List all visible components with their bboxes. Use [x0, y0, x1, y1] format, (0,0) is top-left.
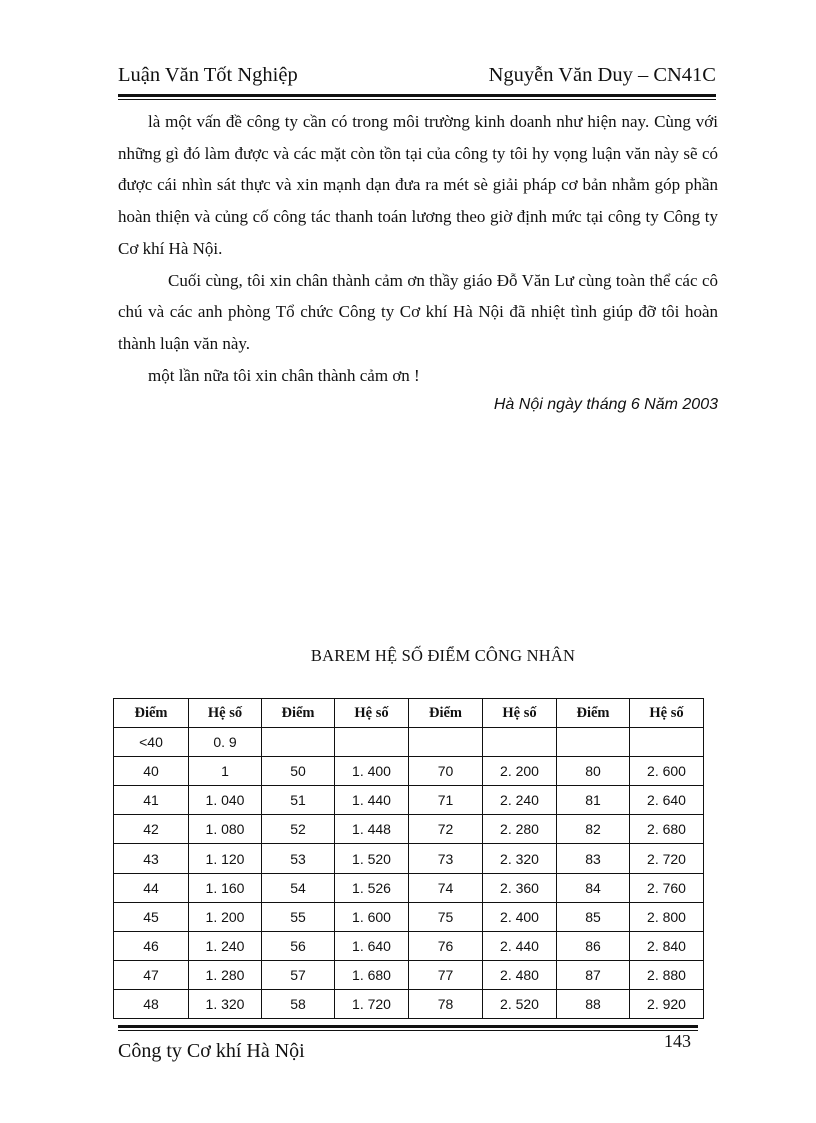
table-cell: 1. 240 — [189, 931, 262, 960]
table-cell: 1. 320 — [189, 989, 262, 1018]
table-cell: 2. 840 — [630, 931, 704, 960]
table-row — [114, 902, 704, 931]
table-cell: 2. 200 — [483, 757, 557, 786]
table-cell: 41 — [114, 786, 189, 815]
table-cell: 82 — [557, 815, 630, 844]
table-row — [114, 960, 704, 989]
paragraph-3: một lần nữa tôi xin chân thành cảm ơn ! — [148, 365, 420, 385]
table-cell: 2. 280 — [483, 815, 557, 844]
table-cell: 88 — [557, 989, 630, 1018]
table-cell: 1. 600 — [335, 902, 409, 931]
table-row — [114, 989, 704, 1018]
table-cell: 83 — [557, 844, 630, 873]
table-cell: 1. 200 — [189, 902, 262, 931]
table-cell: 1. 440 — [335, 786, 409, 815]
table-cell: 2. 520 — [483, 989, 557, 1018]
page-number: 143 — [664, 1031, 691, 1051]
table-cell: 71 — [409, 786, 483, 815]
table-row — [114, 873, 704, 902]
table-cell: 1. 680 — [335, 960, 409, 989]
table-cell — [262, 728, 335, 757]
table-cell: 46 — [114, 931, 189, 960]
footer-company: Công ty Cơ khí Hà Nội — [118, 1040, 305, 1062]
table-cell: 2. 720 — [630, 844, 704, 873]
table-cell: 2. 640 — [630, 786, 704, 815]
table-cell: 51 — [262, 786, 335, 815]
table-cell: 56 — [262, 931, 335, 960]
table-cell: 76 — [409, 931, 483, 960]
table-cell: 55 — [262, 902, 335, 931]
table-title: BAREM HỆ SỐ ĐIỂM CÔNG NHÂN — [310, 646, 576, 665]
table-cell: 1. 520 — [335, 844, 409, 873]
table-cell: 42 — [114, 815, 189, 844]
thesis-title: Luận Văn Tốt Nghiệp — [118, 64, 298, 86]
paragraph-1: là một vấn đề công ty cần có trong môi trường kinh doanh như hiện nay. Cùng với những gì đó làm được và các mặt còn tồn tại của công ty tôi hy vọng luận văn này sẽ có được cái nhìn sát thực và xin mạnh dạn đưa ra mét sè giải pháp cơ bản nhằm góp phần hoàn thiện và củng cố công tác thanh toán lương theo giờ định mức tại công ty Công ty Cơ khí Hà Nội. — [118, 112, 718, 258]
barem-table — [113, 698, 704, 1019]
table-body — [114, 728, 704, 1019]
table-row — [114, 728, 704, 757]
table-cell: 2. 400 — [483, 902, 557, 931]
header-cell: Hệ số — [483, 699, 557, 728]
table-cell: 81 — [557, 786, 630, 815]
table-cell: 87 — [557, 960, 630, 989]
table-cell: 43 — [114, 844, 189, 873]
table-cell: 2. 800 — [630, 902, 704, 931]
table-cell: 78 — [409, 989, 483, 1018]
table-cell: 75 — [409, 902, 483, 931]
header-rule — [118, 94, 716, 100]
table-cell: 57 — [262, 960, 335, 989]
table-cell: 1. 160 — [189, 873, 262, 902]
table-cell: 2. 440 — [483, 931, 557, 960]
table-cell: 1. 040 — [189, 786, 262, 815]
table-cell: 2. 760 — [630, 873, 704, 902]
table-header-row — [114, 699, 704, 728]
table-cell — [557, 728, 630, 757]
table-cell — [335, 728, 409, 757]
table-cell: 86 — [557, 931, 630, 960]
table-cell: 2. 920 — [630, 989, 704, 1018]
footer-rule — [118, 1025, 698, 1031]
table-cell: 80 — [557, 757, 630, 786]
table-cell — [483, 728, 557, 757]
table-cell: 54 — [262, 873, 335, 902]
table-cell: 74 — [409, 873, 483, 902]
table-cell: 1. 400 — [335, 757, 409, 786]
table-row — [114, 815, 704, 844]
table-cell — [409, 728, 483, 757]
table-cell: 77 — [409, 960, 483, 989]
header-cell: Điểm — [114, 699, 189, 728]
table-title-wrap — [0, 646, 816, 666]
table-row — [114, 844, 704, 873]
table-cell: 53 — [262, 844, 335, 873]
table-cell: 72 — [409, 815, 483, 844]
table-cell: 2. 360 — [483, 873, 557, 902]
table-cell: 84 — [557, 873, 630, 902]
header-cell: Điểm — [409, 699, 483, 728]
table-row — [114, 757, 704, 786]
table-cell: 40 — [114, 757, 189, 786]
header-cell: Hệ số — [335, 699, 409, 728]
author-name: Nguyễn Văn Duy – CN41C — [488, 64, 716, 86]
table-cell: <40 — [114, 728, 189, 757]
table-cell: 48 — [114, 989, 189, 1018]
table-cell: 2. 320 — [483, 844, 557, 873]
table-cell: 44 — [114, 873, 189, 902]
header-cell: Điểm — [262, 699, 335, 728]
header-cell: Điểm — [557, 699, 630, 728]
table-cell: 45 — [114, 902, 189, 931]
table-cell: 1. 448 — [335, 815, 409, 844]
table-cell: 2. 680 — [630, 815, 704, 844]
header-cell: Hệ số — [630, 699, 704, 728]
table-cell: 1. 720 — [335, 989, 409, 1018]
table-cell: 2. 600 — [630, 757, 704, 786]
table-cell: 1. 120 — [189, 844, 262, 873]
table-cell: 2. 880 — [630, 960, 704, 989]
table-cell: 58 — [262, 989, 335, 1018]
body-text — [118, 106, 718, 391]
table-cell: 1. 080 — [189, 815, 262, 844]
table-cell: 47 — [114, 960, 189, 989]
table-row — [114, 931, 704, 960]
table-cell: 2. 240 — [483, 786, 557, 815]
table-row — [114, 786, 704, 815]
paragraph-2: Cuối cùng, tôi xin chân thành cảm ơn thầy giáo Đỗ Văn Lư cùng toàn thể các cô chú và các anh phòng Tổ chức Công ty Cơ khí Hà Nội đã nhiệt tình giúp đỡ tôi hoàn thành luận văn này. — [118, 270, 718, 353]
table-cell: 50 — [262, 757, 335, 786]
table-cell: 52 — [262, 815, 335, 844]
table-cell: 85 — [557, 902, 630, 931]
table-cell: 2. 480 — [483, 960, 557, 989]
table-cell: 70 — [409, 757, 483, 786]
table-cell: 0. 9 — [189, 728, 262, 757]
table-cell: 73 — [409, 844, 483, 873]
table-cell: 1 — [189, 757, 262, 786]
header-cell: Hệ số — [189, 699, 262, 728]
table-cell: 1. 526 — [335, 873, 409, 902]
table-cell: 1. 280 — [189, 960, 262, 989]
table-cell: 1. 640 — [335, 931, 409, 960]
sign-date: Hà Nội ngày tháng 6 Năm 2003 — [493, 396, 718, 413]
table-cell — [630, 728, 704, 757]
